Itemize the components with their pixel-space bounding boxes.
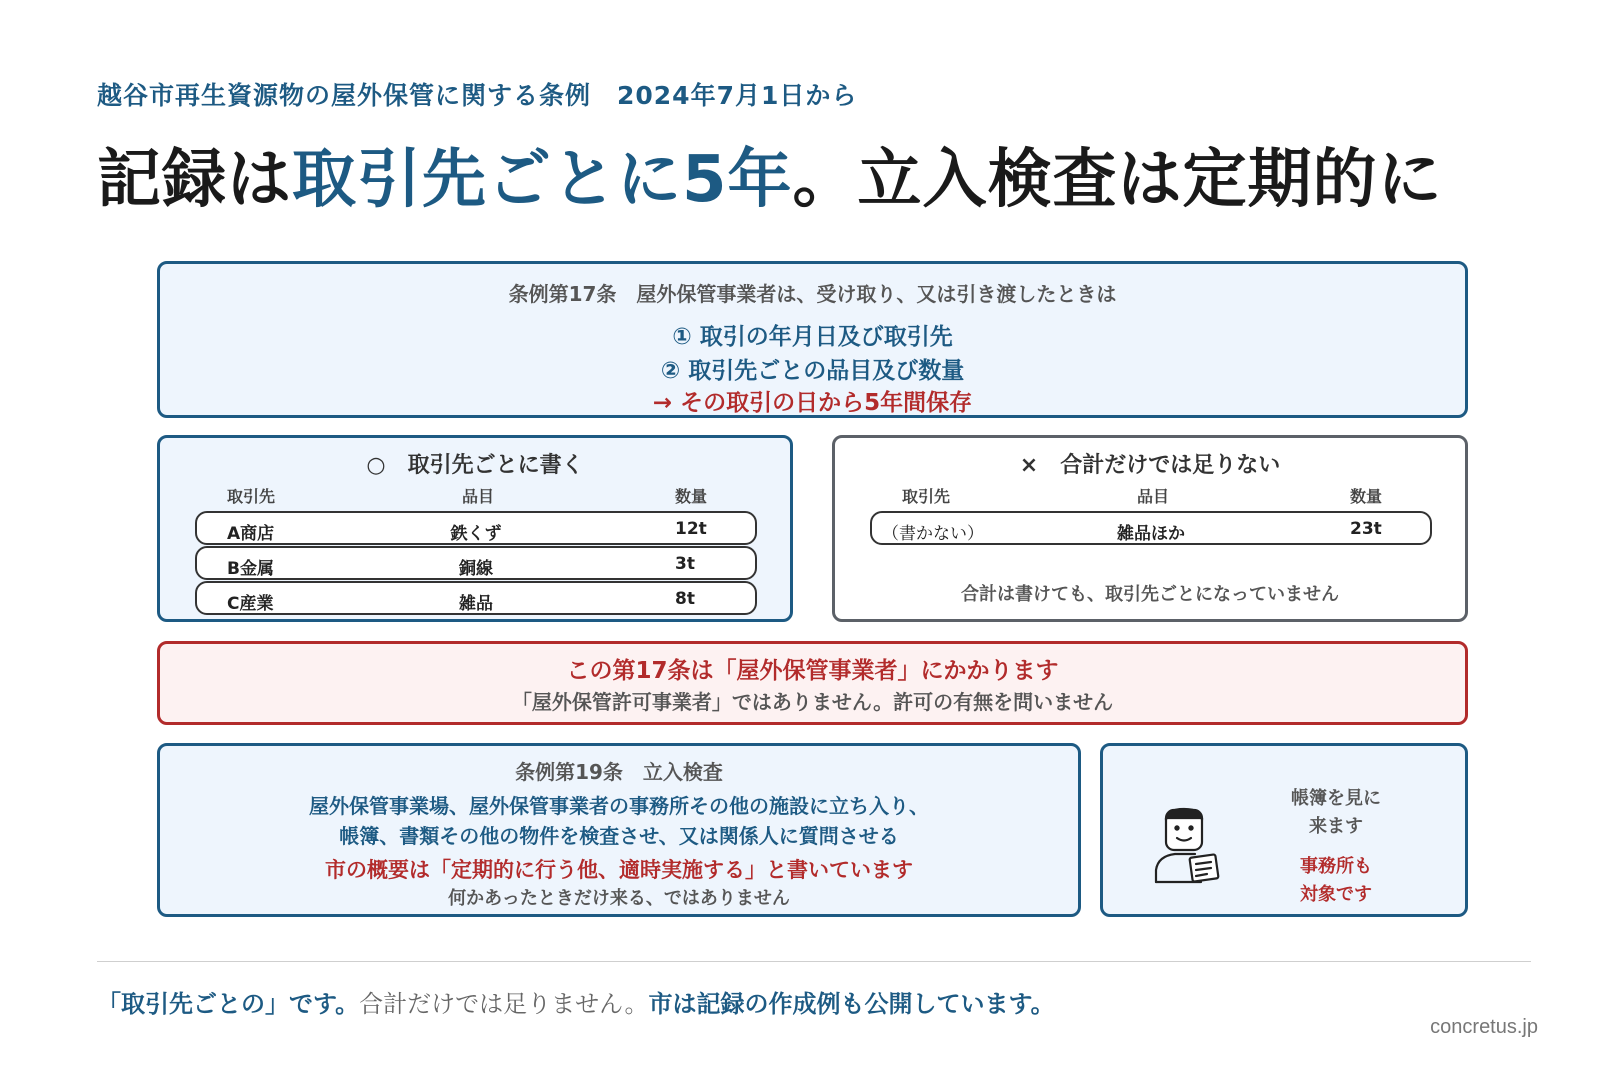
cell-partner: B金属 [227, 559, 274, 579]
col-header-qty: 数量 [675, 487, 708, 506]
title-highlight: 取引先ごとに5年 [292, 143, 793, 217]
cell-item: 鉄くず [450, 524, 502, 544]
footer-part-3: 市は記録の作成例も公開しています。 [648, 990, 1055, 1018]
cell-partner: C産業 [227, 594, 274, 614]
cell-qty: 8t [675, 589, 695, 609]
inspector-text-2: 来ます [1309, 816, 1363, 837]
cell-partner: （書かない） [882, 524, 984, 544]
bad-example-heading: × 合計だけでは足りない [1019, 453, 1281, 478]
article17-retention: → その取引の日から5年間保存 [652, 390, 973, 416]
article19-text-2: 帳簿、書類その他の物件を検査させ、又は関係人に質問させる [339, 824, 899, 848]
cell-qty: 3t [675, 554, 695, 574]
inspector-red-1: 事務所も [1300, 856, 1372, 877]
col-header-partner: 取引先 [227, 487, 276, 506]
cell-item: 雑品ほか [1117, 524, 1185, 544]
title-part-c: 。立入検査は定期的に [792, 143, 1443, 217]
table-row [195, 546, 757, 580]
article17-heading: 条例第17条 屋外保管事業者は、受け取り、又は引き渡したときは [508, 282, 1117, 306]
bad-example-panel [832, 435, 1468, 622]
footer-part-1: 「取引先ごとの」です。 [97, 990, 360, 1018]
col-header-qty: 数量 [1350, 487, 1383, 506]
article17-item-2: ② 取引先ごとの品目及び数量 [660, 358, 965, 384]
article19-note: 何かあったときだけ来る、ではありません [448, 888, 790, 909]
inspector-red-2: 対象です [1300, 884, 1372, 905]
cell-partner: A商店 [227, 524, 275, 544]
cell-qty: 23t [1350, 519, 1382, 539]
col-header-item: 品目 [1136, 487, 1169, 506]
table-row [195, 581, 757, 615]
article19-text-1: 屋外保管事業場、屋外保管事業者の事務所その他の施設に立ち入り、 [309, 794, 929, 818]
article17-box [157, 261, 1468, 418]
title-part-a: 記録は [97, 143, 292, 217]
inspector-box [1100, 743, 1468, 917]
table-row [195, 511, 757, 545]
bad-example-note: 合計は書けても、取引先ごとになっていません [961, 584, 1339, 605]
table-row [870, 511, 1432, 545]
article17-item-1: ① 取引の年月日及び取引先 [672, 324, 953, 350]
inspector-person-icon [1153, 804, 1223, 888]
scope-notice-sub: 「屋外保管許可事業者」ではありません。許可の有無を問いません [511, 690, 1114, 714]
footer-message [97, 984, 1055, 1019]
site-credit: concretus.jp [1430, 1016, 1538, 1038]
article19-box [157, 743, 1081, 917]
cell-item: 雑品 [459, 594, 493, 614]
inspector-text-1: 帳簿を見に [1291, 788, 1381, 809]
footer-part-2: 合計だけでは足りません。 [359, 990, 649, 1018]
good-example-heading: ○ 取引先ごとに書く [366, 453, 584, 478]
scope-notice-box [157, 641, 1468, 725]
article19-heading: 条例第19条 立入検査 [515, 760, 723, 784]
article19-city-summary: 市の概要は「定期的に行う他、適時実施する」と書いています [325, 858, 913, 882]
page-subtitle: 越谷市再生資源物の屋外保管に関する条例 2024年7月1日から [97, 81, 858, 110]
good-example-panel [157, 435, 793, 622]
page-title [97, 128, 1443, 220]
cell-qty: 12t [675, 519, 707, 539]
col-header-item: 品目 [461, 487, 494, 506]
footer-divider [97, 961, 1531, 962]
scope-notice-main: この第17条は「屋外保管事業者」にかかります [566, 658, 1059, 684]
col-header-partner: 取引先 [902, 487, 951, 506]
cell-item: 銅線 [459, 559, 493, 579]
